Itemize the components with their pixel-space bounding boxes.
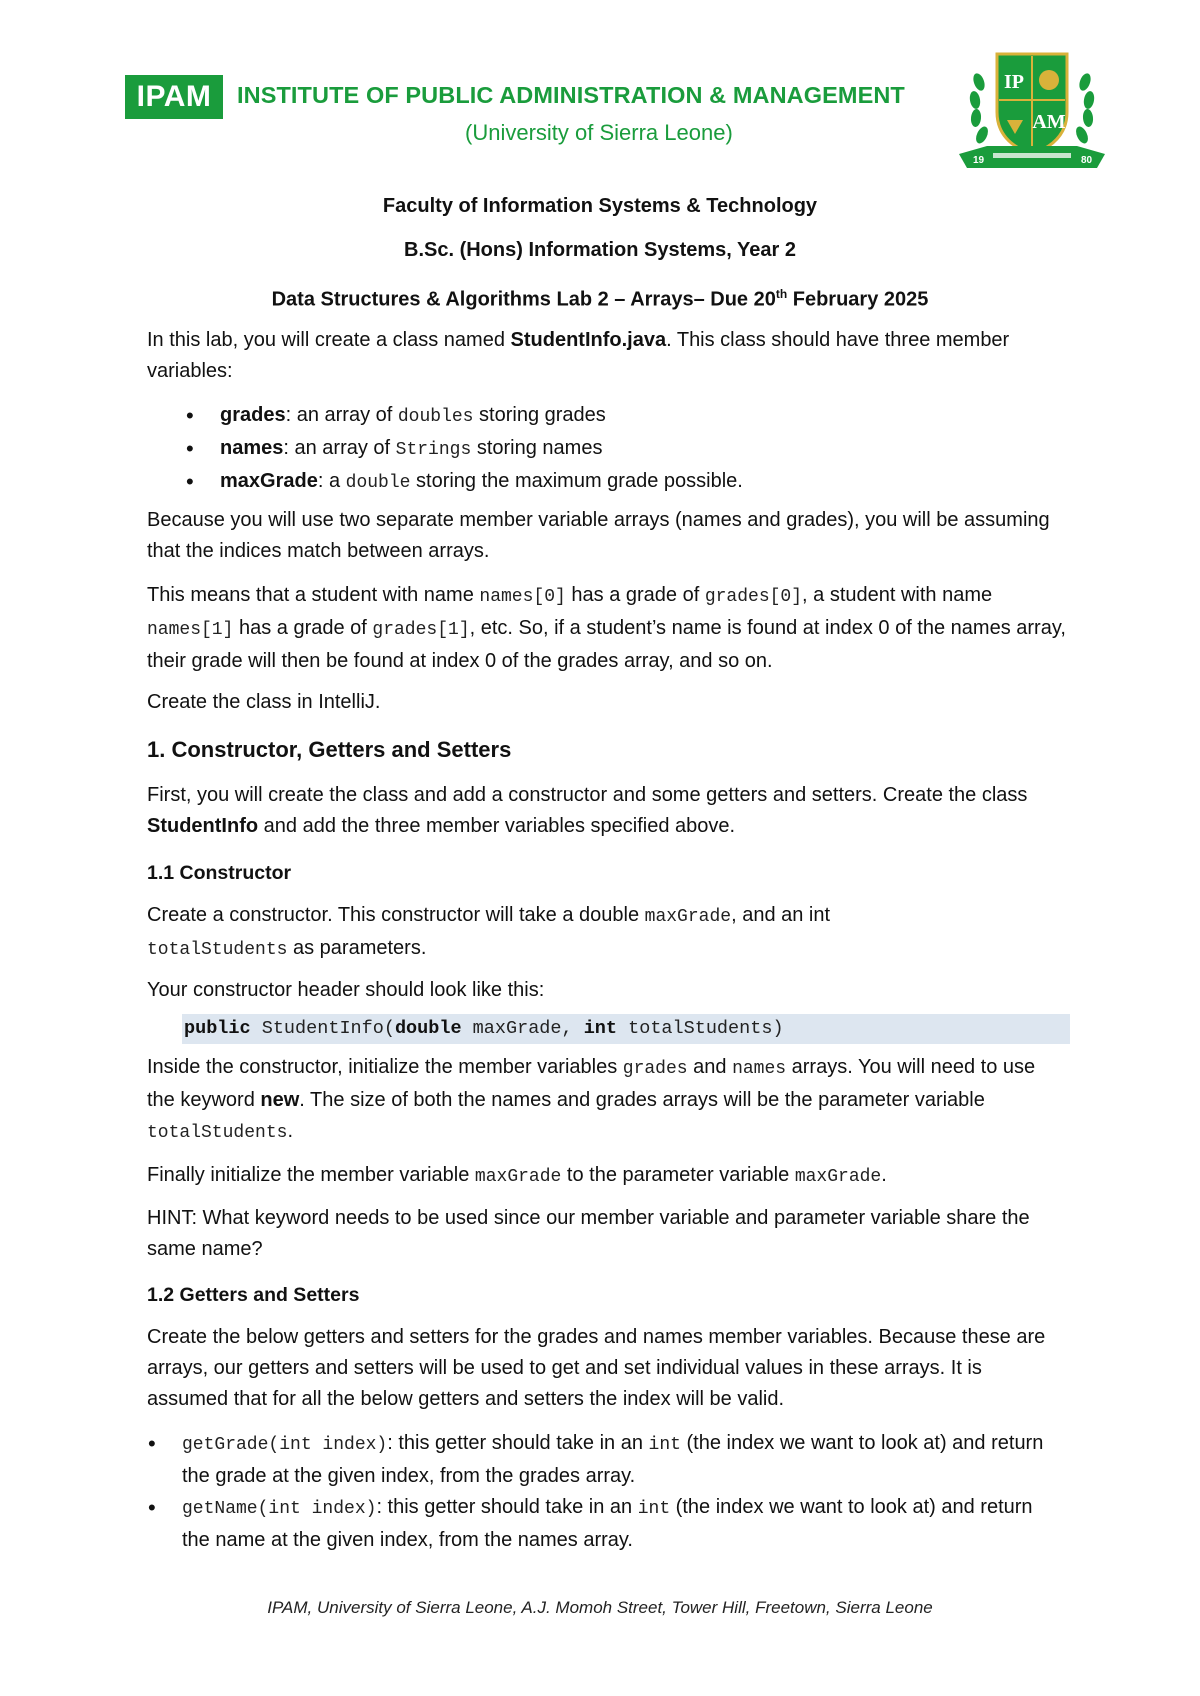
ipam-logo: IPAM	[125, 75, 223, 119]
member-variable-list	[220, 400, 1060, 499]
paragraph: First, you will create the class and add a constructor and some getters and setters. Create the class StudentInfo and add the three member variables specified above.	[147, 784, 1028, 837]
list-item: • getName(int index): this getter should take in an int (the index we want to look at) and return the name at the given index, from the names array.	[182, 1492, 1062, 1556]
getter-list	[182, 1428, 1062, 1556]
institute-name: INSTITUTE OF PUBLIC ADMINISTRATION & MANAGEMENT	[237, 82, 905, 108]
paragraph: Create the class in IntelliJ.	[147, 691, 381, 713]
crest-letters-bottom: AM	[1032, 111, 1066, 133]
list-item: • getGrade(int index): this getter should take in an int (the index we want to look at) and return the grade at the given index, from the grades array.	[182, 1428, 1062, 1492]
faculty-title: Faculty of Information Systems & Technology	[382, 195, 818, 217]
institute-subtitle: (University of Sierra Leone)	[465, 120, 733, 145]
paragraph: Finally initialize the member variable maxGrade to the parameter variable maxGrade.	[147, 1164, 887, 1187]
crest-year-right: 80	[1081, 155, 1093, 166]
paragraph: Create the below getters and setters for the grades and names member variables. Because these are arrays, our getters and setters will be used to get and set individual values in these arrays. It is assumed that for all the below getters and setters the index will be valid.	[147, 1326, 1046, 1410]
intro-paragraph: In this lab, you will create a class named StudentInfo.java. This class should have three member variables:	[147, 329, 1010, 382]
subsection-heading: 1.1 Constructor	[147, 862, 292, 884]
page-footer: IPAM, University of Sierra Leone, A.J. Momoh Street, Tower Hill, Freetown, Sierra Leone	[267, 1598, 933, 1617]
crest-letters-top: IP	[1004, 71, 1024, 93]
subsection-heading: 1.2 Getters and Setters	[147, 1284, 360, 1306]
crest-logo	[957, 42, 1107, 182]
list-item: • grades: an array of doubles storing grades	[220, 400, 1060, 433]
paragraph: Inside the constructor, initialize the member variables grades and names arrays. You will need to use the keyword new. The size of both the names and grades arrays will be the parameter variable totalStudents.	[147, 1056, 1036, 1143]
letterhead	[125, 70, 1125, 180]
paragraph: Create a constructor. This constructor will take a double maxGrade, and an int totalStudents as parameters.	[147, 904, 831, 960]
crest-year-left: 19	[973, 155, 985, 166]
paragraph: This means that a student with name names[0] has a grade of grades[0], a student with name names[1] has a grade of grades[1], etc. So, if a student’s name is found at index 0 of the names array, their grade will then be found at index 0 of the grades array, and so on.	[147, 584, 1066, 672]
list-item: • maxGrade: a double storing the maximum grade possible.	[220, 466, 1060, 499]
paragraph: Your constructor header should look like this:	[147, 979, 545, 1001]
code-snippet: public StudentInfo(double maxGrade, int totalStudents)	[182, 1014, 1070, 1044]
lab-title: Data Structures & Algorithms Lab 2 – Arrays– Due 20th February 2025	[271, 287, 929, 311]
hint-paragraph: HINT: What keyword needs to be used since our member variable and parameter variable share the same name?	[147, 1207, 1030, 1260]
paragraph: Because you will use two separate member variable arrays (names and grades), you will be assuming that the indices match between arrays.	[147, 509, 1050, 562]
list-item: • names: an array of Strings storing names	[220, 433, 1060, 466]
section-heading: 1. Constructor, Getters and Setters	[147, 737, 512, 762]
programme-title: B.Sc. (Hons) Information Systems, Year 2	[404, 239, 796, 261]
